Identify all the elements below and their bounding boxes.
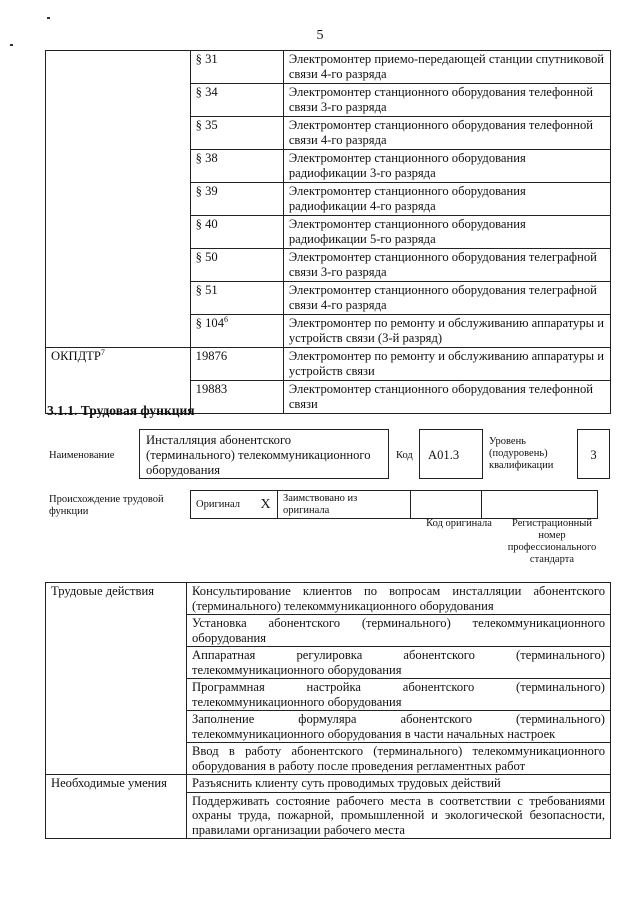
section-cell bbox=[190, 183, 283, 216]
section-cell bbox=[190, 84, 283, 117]
registration-caption: Регистрационный номер профессионального стандарта bbox=[507, 518, 597, 565]
section-title: 3.1.1. Трудовая функция bbox=[47, 403, 195, 418]
section-cell bbox=[190, 216, 283, 249]
labor-action: Консультирование клиентов по вопросам инсталляции абонентского (терминального) телекоммуникационного оборудования bbox=[187, 583, 611, 615]
section-cell bbox=[190, 150, 283, 183]
section-cell bbox=[190, 249, 283, 282]
group-label: Трудовые действия bbox=[46, 583, 187, 775]
original-code-cell bbox=[411, 491, 482, 519]
occupation-name: Электромонтер станционного оборудования телефонной связи 3-го разряда bbox=[283, 84, 610, 117]
section-number: § 34 bbox=[195, 85, 218, 99]
function-code-value: A01.3 bbox=[419, 429, 483, 479]
section-number: § 31 bbox=[195, 52, 218, 66]
section-cell bbox=[190, 282, 283, 315]
occupation-name: Электромонтер станционного оборудования телеграфной связи 3-го разряда bbox=[283, 249, 610, 282]
occupation-name: Электромонтер станционного оборудования радиофикации 4-го разряда bbox=[283, 183, 610, 216]
section-cell bbox=[190, 117, 283, 150]
level-label: Уровень (подуровень) квалификации bbox=[489, 436, 554, 471]
labor-action: Аппаратная регулировка абонентского (терминального) телекоммуникационного оборудования bbox=[187, 647, 611, 679]
okpdtr-code: 19883 bbox=[190, 381, 283, 414]
table-row bbox=[46, 51, 611, 84]
scan-speck bbox=[10, 44, 13, 46]
labor-action: Программная настройка абонентского (терминального) телекоммуникационного оборудования bbox=[187, 679, 611, 711]
name-label: Наименование bbox=[49, 450, 115, 461]
section-number: § 35 bbox=[195, 118, 218, 132]
occupation-name: Электромонтер станционного оборудования радиофикации 3-го разряда bbox=[283, 150, 610, 183]
origin-table bbox=[190, 490, 598, 519]
occupation-name: Электромонтер приемо-передающей станции спутниковой связи 4-го разряда bbox=[283, 51, 610, 84]
original-mark: X bbox=[254, 491, 278, 519]
code-caption: Код оригинала bbox=[426, 518, 492, 529]
actions-skills-table bbox=[45, 582, 611, 839]
labor-action: Ввод в работу абонентского (терминального) телекоммуникационного оборудования в работу после проведения регламентных работ bbox=[187, 743, 611, 775]
footnote-marker: 6 bbox=[224, 314, 229, 324]
section-number: § 40 bbox=[195, 217, 218, 231]
occupation-name: Электромонтер станционного оборудования радиофикации 5-го разряда bbox=[283, 216, 610, 249]
section-number: § 104 bbox=[195, 316, 225, 330]
occupation-name: Электромонтер станционного оборудования телеграфной связи 4-го разряда bbox=[283, 282, 610, 315]
table-row bbox=[46, 348, 611, 381]
okpdtr-label: ОКПДТР bbox=[51, 349, 101, 363]
occupation-name: Электромонтер по ремонту и обслуживанию аппаратуры и устройств связи (3-й разряд) bbox=[283, 315, 610, 348]
section-number: § 38 bbox=[195, 151, 218, 165]
borrowed-label: Заимствовано из оригинала bbox=[278, 491, 411, 519]
group-label: Необходимые умения bbox=[46, 775, 187, 839]
function-name-value: Инсталляция абонентского (терминального) телекоммуникационного оборудования bbox=[139, 429, 389, 479]
occupation-name: Электромонтер станционного оборудования телефонной связи bbox=[283, 381, 610, 414]
occupation-name: Электромонтер станционного оборудования телефонной связи 4-го разряда bbox=[283, 117, 610, 150]
labor-action: Установка абонентского (терминального) телекоммуникационного оборудования bbox=[187, 615, 611, 647]
code-label: Код bbox=[396, 450, 413, 461]
table-row bbox=[46, 775, 611, 793]
okpdtr-table bbox=[45, 50, 611, 414]
category-cell bbox=[46, 51, 191, 348]
required-skill: Разъяснить клиенту суть проводимых трудовых действий bbox=[187, 775, 611, 793]
required-skill: Поддерживать состояние рабочего места в соответствии с требованиями охраны труда, пожарной, промышленной и экологической безопасности, правилами организации рабочего места bbox=[187, 792, 611, 839]
registration-number-cell bbox=[482, 491, 598, 519]
section-number: § 51 bbox=[195, 283, 218, 297]
section-cell bbox=[190, 315, 283, 348]
footnote-marker: 7 bbox=[100, 347, 105, 357]
section-cell bbox=[190, 51, 283, 84]
labor-action: Заполнение формуляра абонентского (терминального) телекоммуникационного оборудования в части начальных настроек bbox=[187, 711, 611, 743]
original-label: Оригинал bbox=[191, 491, 255, 519]
page-number: 5 bbox=[316, 28, 324, 43]
origin-label: Происхождение трудовой функции bbox=[49, 494, 164, 517]
section-number: § 50 bbox=[195, 250, 218, 264]
table-row bbox=[46, 583, 611, 615]
level-value: 3 bbox=[577, 429, 610, 479]
scan-speck bbox=[47, 17, 50, 19]
section-number: § 39 bbox=[195, 184, 218, 198]
okpdtr-code: 19876 bbox=[190, 348, 283, 381]
occupation-name: Электромонтер по ремонту и обслуживанию аппаратуры и устройств связи bbox=[283, 348, 610, 381]
